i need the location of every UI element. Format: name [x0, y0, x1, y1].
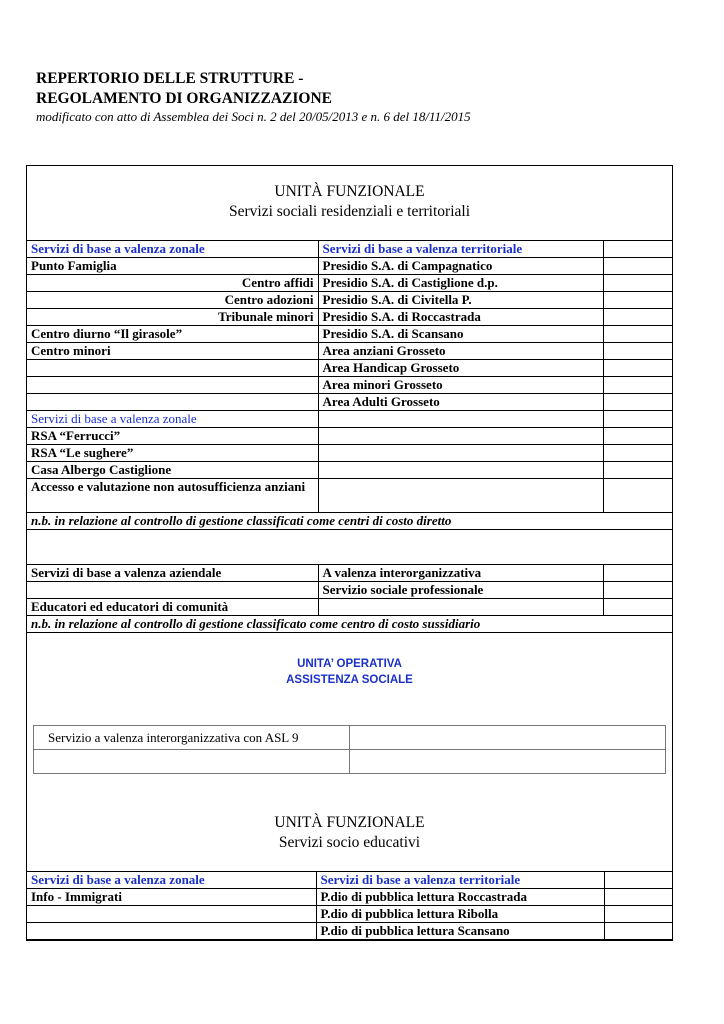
empty-cell [318, 428, 604, 445]
empty-cell [318, 411, 604, 428]
doc-subtitle: modificato con atto di Assemblea dei Soci n. 2 del 20/05/2013 e n. 6 del 18/11/2015 [36, 109, 471, 124]
empty-cell [605, 889, 673, 906]
uf1-left-cell: Punto Famiglia [27, 258, 319, 275]
empty-cell [34, 750, 350, 774]
uf1-left-cell [27, 360, 319, 377]
empty-cell [604, 582, 673, 599]
uf1-note-subsidiary-cost: n.b. in relazione al controllo di gestione classificato come centro di costo sussidiario [27, 616, 673, 633]
uf1-left-cell [27, 377, 319, 394]
uf1-title: UNITÀ FUNZIONALE [274, 183, 425, 200]
empty-cell [349, 750, 665, 774]
empty-cell [349, 726, 665, 750]
uf2-right-cell: P.dio di pubblica lettura Ribolla [316, 906, 605, 923]
uo-title-line1: UNITA’ OPERATIVA [297, 658, 402, 670]
uf1-right-cell: Presidio S.A. di Campagnatico [318, 258, 604, 275]
uf1-section2-cell: Casa Albergo Castiglione [27, 462, 319, 479]
uf1-left-cell: Centro minori [27, 343, 319, 360]
uf1-left-cell: Centro affidi [27, 275, 319, 292]
empty-cell [604, 275, 673, 292]
uf1-section2-cell: RSA “Le sughere” [27, 445, 319, 462]
uf1-table [26, 240, 673, 633]
doc-title-line2: REGOLAMENTO DI ORGANIZZAZIONE [36, 90, 332, 107]
uf1-right-cell: Area anziani Grosseto [318, 343, 604, 360]
uf2-right-cell: P.dio di pubblica lettura Roccastrada [316, 889, 605, 906]
uf1-col-right-header: Servizi di base a valenza territoriale [318, 241, 604, 258]
aziendale-left-cell: Servizi di base a valenza aziendale [27, 565, 319, 582]
uf1-right-cell: Presidio S.A. di Castiglione d.p. [318, 275, 604, 292]
empty-cell [604, 377, 673, 394]
empty-cell [604, 241, 673, 258]
uf1-left-cell [27, 394, 319, 411]
empty-cell [604, 479, 673, 513]
uf1-right-cell: Area minori Grosseto [318, 377, 604, 394]
uf2-table [26, 871, 673, 940]
empty-cell [605, 923, 673, 940]
uf1-section2-cell: Accesso e valutazione non autosufficienza anziani [27, 479, 319, 513]
uf1-right-cell: Presidio S.A. di Civitella P. [318, 292, 604, 309]
uf2-col-right-header: Servizi di base a valenza territoriale [316, 872, 605, 889]
uf2-col-left-header: Servizi di base a valenza zonale [27, 872, 317, 889]
doc-title-line1: REPERTORIO DELLE STRUTTURE - [36, 70, 304, 87]
empty-cell [605, 872, 673, 889]
uf2-subtitle: Servizi socio educativi [278, 834, 421, 851]
uo-service-cell: Servizio a valenza interorganizzativa con ASL 9 [34, 726, 350, 750]
uf1-col-left-header: Servizi di base a valenza zonale [27, 241, 319, 258]
empty-cell [604, 599, 673, 616]
uf2-right-cell: P.dio di pubblica lettura Scansano [316, 923, 605, 940]
uf1-section2-header: Servizi di base a valenza zonale [27, 411, 319, 428]
empty-cell [318, 445, 604, 462]
uo-title-line2: ASSISTENZA SOCIALE [286, 674, 413, 686]
empty-cell [604, 445, 673, 462]
empty-cell [604, 462, 673, 479]
empty-cell [604, 394, 673, 411]
educatori-cell: Educatori ed educatori di comunità [27, 599, 319, 616]
empty-cell [604, 428, 673, 445]
uf1-left-cell: Centro adozioni [27, 292, 319, 309]
empty-cell [604, 343, 673, 360]
uf2-left-cell: Info - Immigrati [27, 889, 317, 906]
empty-cell [604, 411, 673, 428]
uf2-left-cell [27, 906, 317, 923]
empty-cell [604, 565, 673, 582]
uf2-title: UNITÀ FUNZIONALE [274, 814, 425, 831]
uf1-right-cell: Area Handicap Grosseto [318, 360, 604, 377]
aziendale-right-cell: A valenza interorganizzativa [318, 565, 604, 582]
uf1-left-cell: Centro diurno “Il girasole” [27, 326, 319, 343]
empty-cell [605, 906, 673, 923]
uo-table [33, 725, 666, 774]
uf1-right-cell: Presidio S.A. di Roccastrada [318, 309, 604, 326]
empty-cell [27, 582, 319, 599]
empty-cell [604, 326, 673, 343]
empty-cell [604, 258, 673, 275]
uf1-right-cell: Presidio S.A. di Scansano [318, 326, 604, 343]
empty-cell [318, 462, 604, 479]
empty-cell [27, 530, 673, 565]
empty-cell [318, 599, 604, 616]
uf1-section2-cell: RSA “Ferrucci” [27, 428, 319, 445]
empty-cell [604, 292, 673, 309]
aziendale-right-cell: Servizio sociale professionale [318, 582, 604, 599]
uf2-left-cell [27, 923, 317, 940]
empty-cell [318, 479, 604, 513]
uf1-left-cell: Tribunale minori [27, 309, 319, 326]
uf1-right-cell: Area Adulti Grosseto [318, 394, 604, 411]
empty-cell [604, 360, 673, 377]
uf1-note-direct-cost: n.b. in relazione al controllo di gestione classificati come centri di costo diretto [27, 513, 673, 530]
uf1-subtitle: Servizi sociali residenziali e territoriali [228, 203, 470, 220]
empty-cell [604, 309, 673, 326]
